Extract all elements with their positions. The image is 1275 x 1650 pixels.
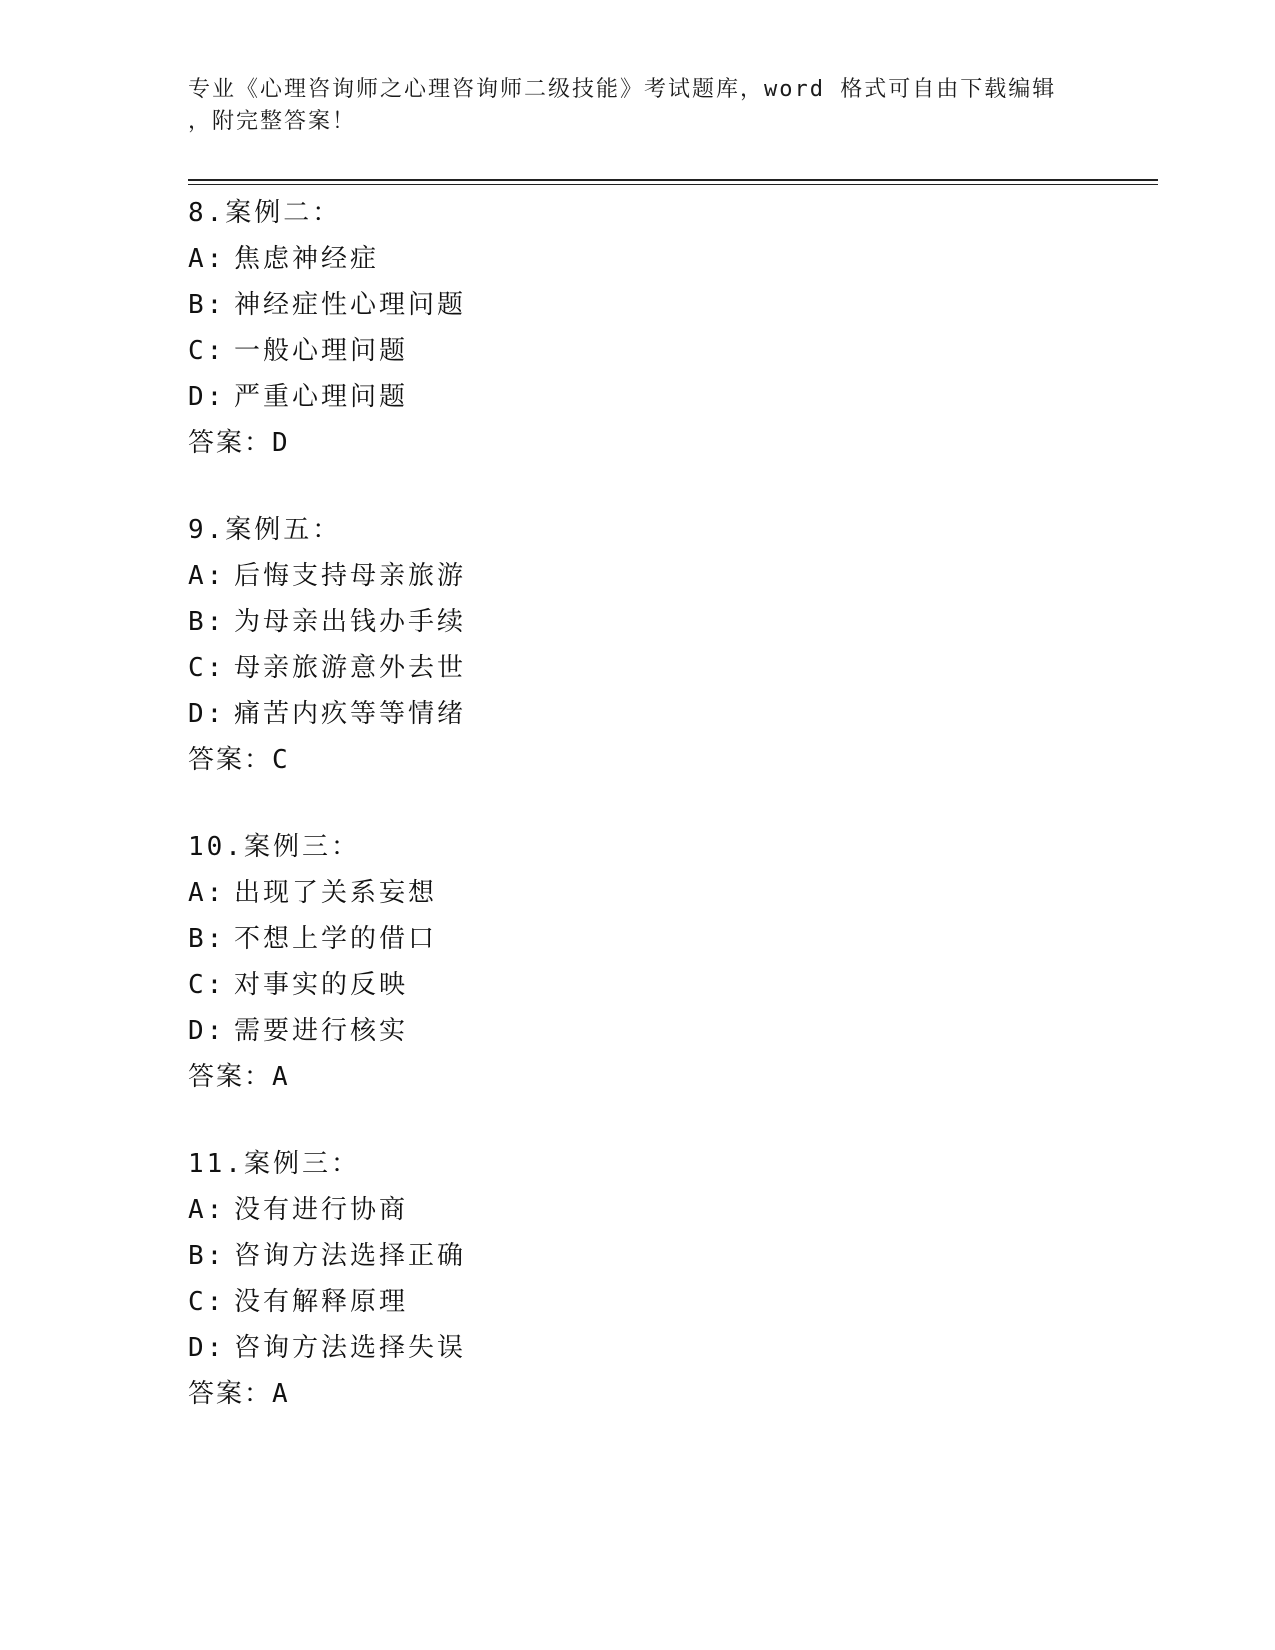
option-b bbox=[188, 282, 1088, 328]
option-letter: D: bbox=[188, 1333, 226, 1363]
option-text: 为母亲出钱办手续 bbox=[234, 607, 467, 637]
option-d bbox=[188, 691, 1088, 737]
option-text: 没有进行协商 bbox=[234, 1195, 409, 1225]
option-letter: D: bbox=[188, 1016, 226, 1046]
option-c bbox=[188, 328, 1088, 374]
document-header bbox=[188, 74, 1088, 138]
option-c bbox=[188, 1279, 1088, 1325]
answer-line: 答案：D bbox=[188, 428, 290, 458]
header-line-1: 专业《心理咨询师之心理咨询师二级技能》考试题库，word 格式可自由下载编辑 bbox=[188, 77, 1057, 102]
option-d bbox=[188, 1325, 1088, 1371]
question-list bbox=[188, 190, 1088, 1458]
option-letter: D: bbox=[188, 699, 226, 729]
option-text: 对事实的反映 bbox=[234, 970, 409, 1000]
option-letter: B: bbox=[188, 607, 226, 637]
option-b bbox=[188, 599, 1088, 645]
header-divider-thick bbox=[188, 179, 1158, 181]
option-letter: A: bbox=[188, 1195, 226, 1225]
option-b bbox=[188, 1233, 1088, 1279]
answer-line: 答案：C bbox=[188, 745, 290, 775]
option-text: 咨询方法选择失误 bbox=[234, 1333, 467, 1363]
option-letter: A: bbox=[188, 561, 226, 591]
option-text: 母亲旅游意外去世 bbox=[234, 653, 467, 683]
option-text: 痛苦内疚等等情绪 bbox=[234, 699, 467, 729]
option-a bbox=[188, 1187, 1088, 1233]
option-text: 没有解释原理 bbox=[234, 1287, 409, 1317]
option-letter: B: bbox=[188, 924, 226, 954]
option-text: 不想上学的借口 bbox=[234, 924, 438, 954]
option-letter: A: bbox=[188, 878, 226, 908]
option-letter: C: bbox=[188, 1287, 226, 1317]
option-c bbox=[188, 645, 1088, 691]
option-letter: D: bbox=[188, 382, 226, 412]
option-text: 严重心理问题 bbox=[234, 382, 409, 412]
answer-line: 答案：A bbox=[188, 1062, 290, 1092]
option-d bbox=[188, 374, 1088, 420]
option-a bbox=[188, 553, 1088, 599]
question-10 bbox=[188, 824, 1088, 1100]
option-text: 神经症性心理问题 bbox=[234, 290, 467, 320]
option-b bbox=[188, 916, 1088, 962]
option-text: 焦虑神经症 bbox=[234, 244, 380, 274]
option-letter: B: bbox=[188, 1241, 226, 1271]
option-text: 咨询方法选择正确 bbox=[234, 1241, 467, 1271]
option-d bbox=[188, 1008, 1088, 1054]
question-8 bbox=[188, 190, 1088, 466]
question-title: 9.案例五： bbox=[188, 515, 342, 545]
option-c bbox=[188, 962, 1088, 1008]
option-letter: C: bbox=[188, 336, 226, 366]
option-text: 需要进行核实 bbox=[234, 1016, 409, 1046]
question-9 bbox=[188, 507, 1088, 783]
option-letter: A: bbox=[188, 244, 226, 274]
question-title: 11.案例三： bbox=[188, 1149, 360, 1179]
header-divider-thin bbox=[188, 184, 1158, 185]
option-letter: C: bbox=[188, 970, 226, 1000]
answer-line: 答案：A bbox=[188, 1379, 290, 1409]
question-11 bbox=[188, 1141, 1088, 1417]
question-title: 10.案例三： bbox=[188, 832, 360, 862]
option-a bbox=[188, 236, 1088, 282]
header-line-2: ，附完整答案！ bbox=[188, 109, 357, 134]
option-text: 一般心理问题 bbox=[234, 336, 409, 366]
question-title: 8.案例二： bbox=[188, 198, 342, 228]
option-text: 后悔支持母亲旅游 bbox=[234, 561, 467, 591]
option-letter: C: bbox=[188, 653, 226, 683]
option-letter: B: bbox=[188, 290, 226, 320]
option-text: 出现了关系妄想 bbox=[234, 878, 438, 908]
option-a bbox=[188, 870, 1088, 916]
